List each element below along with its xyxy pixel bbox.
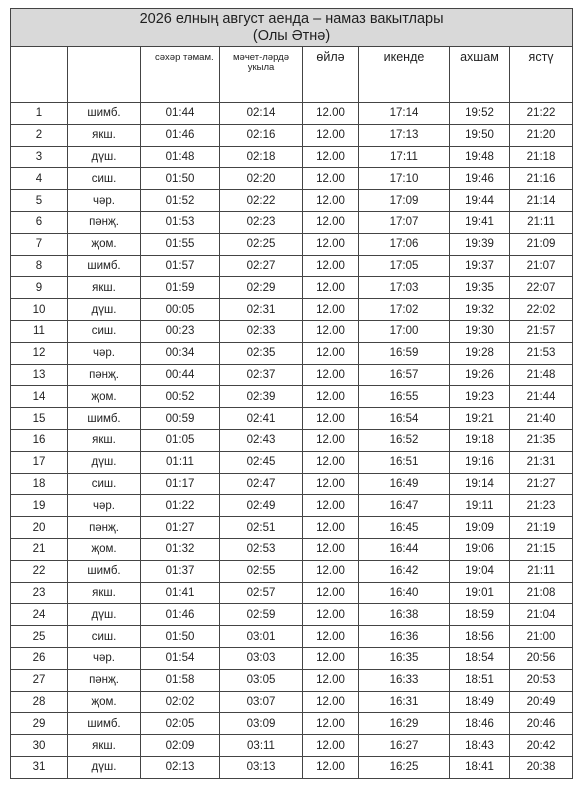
sunrise-time: 02:22 (220, 190, 303, 212)
sunrise-time: 03:13 (220, 756, 303, 778)
weekday: шимб. (68, 560, 141, 582)
day-number: 26 (11, 647, 68, 669)
sunrise-time: 02:35 (220, 342, 303, 364)
sunrise-time: 02:16 (220, 124, 303, 146)
day-number: 3 (11, 146, 68, 168)
table-row (11, 190, 573, 212)
suhoor-time: 02:02 (141, 691, 220, 713)
table-row (11, 103, 573, 125)
maghrib-time: 19:18 (450, 429, 510, 451)
sunrise-time: 02:27 (220, 255, 303, 277)
dhuhr-time: 12.00 (303, 299, 359, 321)
table-row (11, 277, 573, 299)
maghrib-time: 18:54 (450, 647, 510, 669)
maghrib-time: 19:35 (450, 277, 510, 299)
asr-time: 16:52 (359, 429, 450, 451)
day-number: 29 (11, 713, 68, 735)
weekday: пәнҗ. (68, 517, 141, 539)
isha-time: 21:04 (510, 604, 573, 626)
table-row (11, 582, 573, 604)
dhuhr-time: 12.00 (303, 582, 359, 604)
suhoor-time: 00:52 (141, 386, 220, 408)
maghrib-time: 19:09 (450, 517, 510, 539)
maghrib-time: 18:51 (450, 669, 510, 691)
table-row (11, 364, 573, 386)
suhoor-time: 01:48 (141, 146, 220, 168)
maghrib-time: 18:41 (450, 756, 510, 778)
suhoor-time: 01:55 (141, 233, 220, 255)
isha-time: 21:53 (510, 342, 573, 364)
sunrise-time: 02:41 (220, 408, 303, 430)
sunrise-time: 02:47 (220, 473, 303, 495)
asr-time: 16:51 (359, 451, 450, 473)
day-number: 19 (11, 495, 68, 517)
day-number: 14 (11, 386, 68, 408)
day-number: 6 (11, 211, 68, 233)
maghrib-time: 19:52 (450, 103, 510, 125)
weekday: сиш. (68, 320, 141, 342)
dhuhr-time: 12.00 (303, 386, 359, 408)
isha-time: 21:18 (510, 146, 573, 168)
table-row (11, 342, 573, 364)
weekday: дүш. (68, 756, 141, 778)
asr-time: 16:29 (359, 713, 450, 735)
suhoor-time: 01:46 (141, 124, 220, 146)
sunrise-time: 02:45 (220, 451, 303, 473)
day-number: 1 (11, 103, 68, 125)
suhoor-time: 01:46 (141, 604, 220, 626)
weekday: җом. (68, 691, 141, 713)
asr-time: 17:00 (359, 320, 450, 342)
suhoor-time: 01:41 (141, 582, 220, 604)
isha-time: 20:42 (510, 735, 573, 757)
table-row (11, 146, 573, 168)
dhuhr-time: 12.00 (303, 626, 359, 648)
asr-time: 16:27 (359, 735, 450, 757)
asr-time: 16:36 (359, 626, 450, 648)
title-line-2: (Олы Әтнә) (252, 27, 331, 44)
table-row (11, 691, 573, 713)
weekday: сиш. (68, 626, 141, 648)
weekday: шимб. (68, 408, 141, 430)
asr-time: 16:35 (359, 647, 450, 669)
suhoor-time: 02:09 (141, 735, 220, 757)
sunrise-time: 02:57 (220, 582, 303, 604)
maghrib-time: 19:16 (450, 451, 510, 473)
title-line-1: 2026 елның август аенда – намаз вакытлары (139, 10, 444, 27)
sunrise-time: 02:14 (220, 103, 303, 125)
asr-time: 17:13 (359, 124, 450, 146)
day-number: 9 (11, 277, 68, 299)
dhuhr-time: 12.00 (303, 538, 359, 560)
maghrib-time: 19:39 (450, 233, 510, 255)
day-number: 16 (11, 429, 68, 451)
dhuhr-time: 12.00 (303, 713, 359, 735)
day-number: 4 (11, 168, 68, 190)
day-number: 21 (11, 538, 68, 560)
table-row (11, 255, 573, 277)
suhoor-time: 01:27 (141, 517, 220, 539)
sunrise-time: 03:09 (220, 713, 303, 735)
dhuhr-time: 12.00 (303, 103, 359, 125)
suhoor-time: 01:17 (141, 473, 220, 495)
isha-time: 21:15 (510, 538, 573, 560)
day-number: 31 (11, 756, 68, 778)
weekday: якш. (68, 277, 141, 299)
weekday: дүш. (68, 146, 141, 168)
day-number: 22 (11, 560, 68, 582)
dhuhr-time: 12.00 (303, 756, 359, 778)
maghrib-time: 19:37 (450, 255, 510, 277)
weekday: пәнҗ. (68, 669, 141, 691)
weekday: чәр. (68, 342, 141, 364)
suhoor-time: 01:50 (141, 168, 220, 190)
table-row (11, 604, 573, 626)
weekday: якш. (68, 582, 141, 604)
weekday: шимб. (68, 255, 141, 277)
sunrise-time: 02:20 (220, 168, 303, 190)
dhuhr-time: 12.00 (303, 277, 359, 299)
sunrise-time: 02:25 (220, 233, 303, 255)
suhoor-time: 00:44 (141, 364, 220, 386)
table-row (11, 124, 573, 146)
dhuhr-time: 12.00 (303, 473, 359, 495)
maghrib-time: 19:14 (450, 473, 510, 495)
asr-time: 17:06 (359, 233, 450, 255)
suhoor-time: 01:58 (141, 669, 220, 691)
table-row (11, 735, 573, 757)
asr-time: 16:59 (359, 342, 450, 364)
weekday: дүш. (68, 299, 141, 321)
maghrib-time: 18:56 (450, 626, 510, 648)
header-sunrise: мәчет-ләрдә укыла (220, 47, 303, 103)
sunrise-time: 02:43 (220, 429, 303, 451)
maghrib-time: 19:11 (450, 495, 510, 517)
isha-time: 20:38 (510, 756, 573, 778)
maghrib-time: 18:46 (450, 713, 510, 735)
asr-time: 16:47 (359, 495, 450, 517)
day-number: 11 (11, 320, 68, 342)
asr-time: 16:44 (359, 538, 450, 560)
table-row (11, 451, 573, 473)
day-number: 2 (11, 124, 68, 146)
maghrib-time: 19:26 (450, 364, 510, 386)
sunrise-time: 02:59 (220, 604, 303, 626)
dhuhr-time: 12.00 (303, 168, 359, 190)
day-number: 15 (11, 408, 68, 430)
table-row (11, 211, 573, 233)
dhuhr-time: 12.00 (303, 124, 359, 146)
header-maghrib: ахшам (450, 47, 510, 103)
maghrib-time: 18:43 (450, 735, 510, 757)
header-num (11, 47, 68, 103)
isha-time: 21:22 (510, 103, 573, 125)
maghrib-time: 19:23 (450, 386, 510, 408)
table-row (11, 538, 573, 560)
asr-time: 17:02 (359, 299, 450, 321)
table-row (11, 473, 573, 495)
maghrib-time: 19:41 (450, 211, 510, 233)
table-row (11, 429, 573, 451)
maghrib-time: 19:50 (450, 124, 510, 146)
suhoor-time: 00:34 (141, 342, 220, 364)
sunrise-time: 02:33 (220, 320, 303, 342)
isha-time: 21:09 (510, 233, 573, 255)
prayer-times-table (10, 8, 573, 779)
dhuhr-time: 12.00 (303, 320, 359, 342)
sunrise-time: 02:53 (220, 538, 303, 560)
sunrise-time: 03:01 (220, 626, 303, 648)
isha-time: 21:35 (510, 429, 573, 451)
header-dhuhr: өйлә (303, 47, 359, 103)
table-row (11, 669, 573, 691)
maghrib-time: 19:30 (450, 320, 510, 342)
isha-time: 21:07 (510, 255, 573, 277)
dhuhr-time: 12.00 (303, 669, 359, 691)
sunrise-time: 03:05 (220, 669, 303, 691)
asr-time: 16:33 (359, 669, 450, 691)
sunrise-time: 03:11 (220, 735, 303, 757)
weekday: пәнҗ. (68, 211, 141, 233)
dhuhr-time: 12.00 (303, 233, 359, 255)
asr-time: 17:05 (359, 255, 450, 277)
asr-time: 17:10 (359, 168, 450, 190)
weekday: чәр. (68, 647, 141, 669)
isha-time: 21:16 (510, 168, 573, 190)
asr-time: 17:03 (359, 277, 450, 299)
day-number: 13 (11, 364, 68, 386)
weekday: якш. (68, 735, 141, 757)
dhuhr-time: 12.00 (303, 451, 359, 473)
isha-time: 21:57 (510, 320, 573, 342)
maghrib-time: 19:04 (450, 560, 510, 582)
table-row (11, 756, 573, 778)
table-row (11, 560, 573, 582)
asr-time: 16:45 (359, 517, 450, 539)
suhoor-time: 02:05 (141, 713, 220, 735)
maghrib-time: 19:06 (450, 538, 510, 560)
table-row (11, 647, 573, 669)
suhoor-time: 01:57 (141, 255, 220, 277)
day-number: 30 (11, 735, 68, 757)
dhuhr-time: 12.00 (303, 604, 359, 626)
asr-time: 16:49 (359, 473, 450, 495)
dhuhr-time: 12.00 (303, 364, 359, 386)
table-row (11, 517, 573, 539)
table-row (11, 408, 573, 430)
sunrise-time: 02:18 (220, 146, 303, 168)
dhuhr-time: 12.00 (303, 146, 359, 168)
suhoor-time: 01:59 (141, 277, 220, 299)
day-number: 7 (11, 233, 68, 255)
day-number: 23 (11, 582, 68, 604)
sunrise-time: 02:31 (220, 299, 303, 321)
dhuhr-time: 12.00 (303, 560, 359, 582)
isha-time: 21:14 (510, 190, 573, 212)
isha-time: 21:44 (510, 386, 573, 408)
maghrib-time: 19:46 (450, 168, 510, 190)
day-number: 27 (11, 669, 68, 691)
suhoor-time: 02:13 (141, 756, 220, 778)
maghrib-time: 19:28 (450, 342, 510, 364)
isha-time: 20:53 (510, 669, 573, 691)
weekday: шимб. (68, 713, 141, 735)
maghrib-time: 18:49 (450, 691, 510, 713)
isha-time: 21:23 (510, 495, 573, 517)
maghrib-time: 19:01 (450, 582, 510, 604)
maghrib-time: 18:59 (450, 604, 510, 626)
isha-time: 20:49 (510, 691, 573, 713)
isha-time: 22:07 (510, 277, 573, 299)
isha-time: 21:27 (510, 473, 573, 495)
asr-time: 17:14 (359, 103, 450, 125)
day-number: 10 (11, 299, 68, 321)
weekday: чәр. (68, 495, 141, 517)
suhoor-time: 01:11 (141, 451, 220, 473)
table-row (11, 495, 573, 517)
dhuhr-time: 12.00 (303, 255, 359, 277)
weekday: чәр. (68, 190, 141, 212)
suhoor-time: 00:59 (141, 408, 220, 430)
table-row (11, 168, 573, 190)
table-body (11, 103, 573, 779)
isha-time: 21:19 (510, 517, 573, 539)
dhuhr-time: 12.00 (303, 190, 359, 212)
asr-time: 16:25 (359, 756, 450, 778)
table-row (11, 626, 573, 648)
suhoor-time: 00:05 (141, 299, 220, 321)
suhoor-time: 01:44 (141, 103, 220, 125)
day-number: 25 (11, 626, 68, 648)
header-weekday (68, 47, 141, 103)
weekday: пәнҗ. (68, 364, 141, 386)
suhoor-time: 01:54 (141, 647, 220, 669)
table-row (11, 713, 573, 735)
isha-time: 22:02 (510, 299, 573, 321)
asr-time: 17:11 (359, 146, 450, 168)
asr-time: 16:38 (359, 604, 450, 626)
table-row (11, 233, 573, 255)
isha-time: 21:31 (510, 451, 573, 473)
asr-time: 16:57 (359, 364, 450, 386)
suhoor-time: 01:37 (141, 560, 220, 582)
sunrise-time: 02:55 (220, 560, 303, 582)
sunrise-time: 02:23 (220, 211, 303, 233)
asr-time: 16:54 (359, 408, 450, 430)
suhoor-time: 01:05 (141, 429, 220, 451)
sunrise-time: 02:51 (220, 517, 303, 539)
weekday: сиш. (68, 473, 141, 495)
day-number: 17 (11, 451, 68, 473)
dhuhr-time: 12.00 (303, 691, 359, 713)
dhuhr-time: 12.00 (303, 495, 359, 517)
sunrise-time: 02:39 (220, 386, 303, 408)
weekday: сиш. (68, 168, 141, 190)
day-number: 12 (11, 342, 68, 364)
maghrib-time: 19:21 (450, 408, 510, 430)
table-title (11, 9, 573, 47)
suhoor-time: 01:22 (141, 495, 220, 517)
isha-time: 21:40 (510, 408, 573, 430)
table-row (11, 386, 573, 408)
asr-time: 16:55 (359, 386, 450, 408)
asr-time: 16:42 (359, 560, 450, 582)
table-row (11, 320, 573, 342)
suhoor-time: 01:52 (141, 190, 220, 212)
dhuhr-time: 12.00 (303, 342, 359, 364)
header-asr: икенде (359, 47, 450, 103)
asr-time: 17:07 (359, 211, 450, 233)
header-row (11, 47, 573, 103)
dhuhr-time: 12.00 (303, 408, 359, 430)
weekday: якш. (68, 124, 141, 146)
weekday: якш. (68, 429, 141, 451)
suhoor-time: 01:50 (141, 626, 220, 648)
header-isha: ястү (510, 47, 573, 103)
asr-time: 16:31 (359, 691, 450, 713)
isha-time: 21:11 (510, 211, 573, 233)
isha-time: 21:00 (510, 626, 573, 648)
sunrise-time: 02:37 (220, 364, 303, 386)
isha-time: 21:08 (510, 582, 573, 604)
asr-time: 17:09 (359, 190, 450, 212)
maghrib-time: 19:48 (450, 146, 510, 168)
weekday: җом. (68, 233, 141, 255)
day-number: 24 (11, 604, 68, 626)
isha-time: 20:46 (510, 713, 573, 735)
weekday: дүш. (68, 451, 141, 473)
weekday: шимб. (68, 103, 141, 125)
weekday: җом. (68, 386, 141, 408)
dhuhr-time: 12.00 (303, 735, 359, 757)
day-number: 5 (11, 190, 68, 212)
sunrise-time: 02:49 (220, 495, 303, 517)
header-suhoor: сәхәр тәмам. (141, 47, 220, 103)
sunrise-time: 03:03 (220, 647, 303, 669)
prayer-times-sheet (10, 8, 572, 779)
sunrise-time: 03:07 (220, 691, 303, 713)
suhoor-time: 01:53 (141, 211, 220, 233)
dhuhr-time: 12.00 (303, 647, 359, 669)
isha-time: 21:20 (510, 124, 573, 146)
weekday: җом. (68, 538, 141, 560)
day-number: 18 (11, 473, 68, 495)
suhoor-time: 01:32 (141, 538, 220, 560)
day-number: 28 (11, 691, 68, 713)
table-row (11, 299, 573, 321)
isha-time: 21:11 (510, 560, 573, 582)
maghrib-time: 19:32 (450, 299, 510, 321)
isha-time: 21:48 (510, 364, 573, 386)
isha-time: 20:56 (510, 647, 573, 669)
day-number: 20 (11, 517, 68, 539)
dhuhr-time: 12.00 (303, 211, 359, 233)
asr-time: 16:40 (359, 582, 450, 604)
maghrib-time: 19:44 (450, 190, 510, 212)
sunrise-time: 02:29 (220, 277, 303, 299)
day-number: 8 (11, 255, 68, 277)
weekday: дүш. (68, 604, 141, 626)
suhoor-time: 00:23 (141, 320, 220, 342)
dhuhr-time: 12.00 (303, 429, 359, 451)
dhuhr-time: 12.00 (303, 517, 359, 539)
